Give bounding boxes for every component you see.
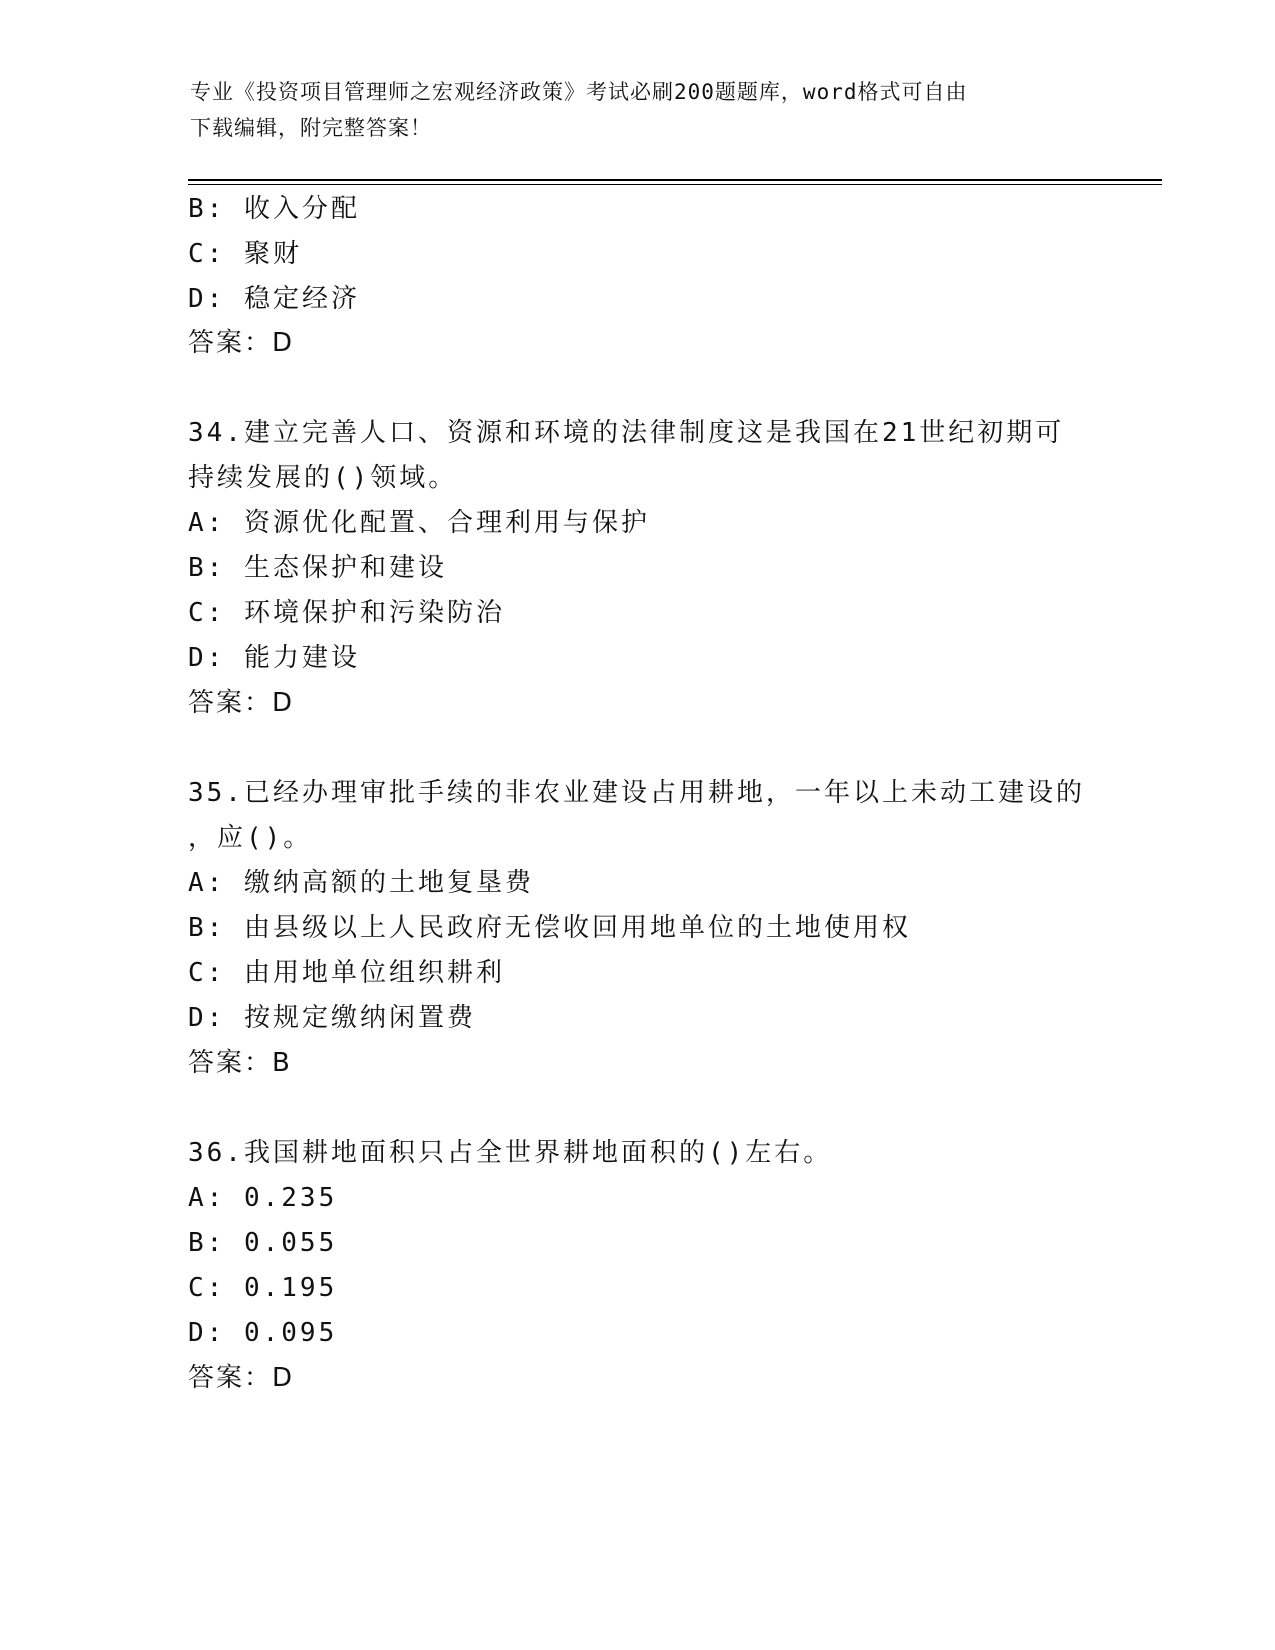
q35-option-d: D: 按规定缴纳闲置费 (188, 1003, 476, 1033)
q36-option-d: D: 0.095 (188, 1318, 338, 1348)
q34-option-b: B: 生态保护和建设 (188, 553, 447, 583)
q34-answer: 答案：D (188, 688, 295, 718)
q34-option-c: C: 环境保护和污染防治 (188, 598, 505, 628)
header-line-1: 专业《投资项目管理师之宏观经济政策》考试必刷200题题库，word格式可自由 (190, 80, 968, 104)
q35-option-b: B: 由县级以上人民政府无偿收回用地单位的土地使用权 (188, 913, 911, 943)
q34-option-a: A: 资源优化配置、合理利用与保护 (188, 508, 650, 538)
document-header (190, 74, 1090, 146)
header-divider-thin (188, 184, 1162, 185)
header-line-2: 下载编辑，附完整答案！ (190, 116, 432, 140)
q33-option-c: C: 聚财 (188, 239, 302, 269)
q34-option-d: D: 能力建设 (188, 643, 360, 673)
q35-stem-line-1: 35.已经办理审批手续的非农业建设占用耕地，一年以上未动工建设的 (188, 778, 1085, 808)
q33-option-d: D: 稳定经济 (188, 284, 360, 314)
q34-stem-line-1: 34.建立完善人口、资源和环境的法律制度这是我国在21世纪初期可 (188, 418, 1065, 448)
q35-option-a: A: 缴纳高额的土地复垦费 (188, 868, 534, 898)
q36-option-c: C: 0.195 (188, 1273, 338, 1303)
q36-stem-line-1: 36.我国耕地面积只占全世界耕地面积的()左右。 (188, 1138, 833, 1168)
q35-stem-line-2: ，应()。 (188, 823, 313, 853)
q36-answer: 答案：D (188, 1363, 295, 1393)
q35-answer: 答案：B (188, 1048, 292, 1078)
q36-option-b: B: 0.055 (188, 1228, 338, 1258)
q33-option-b: B: 收入分配 (188, 194, 360, 224)
q33-answer: 答案：D (188, 328, 295, 358)
q36-option-a: A: 0.235 (188, 1183, 338, 1213)
q34-stem-line-2: 持续发展的()领域。 (188, 463, 458, 493)
q35-option-c: C: 由用地单位组织耕利 (188, 958, 505, 988)
header-divider-thick (188, 179, 1162, 181)
